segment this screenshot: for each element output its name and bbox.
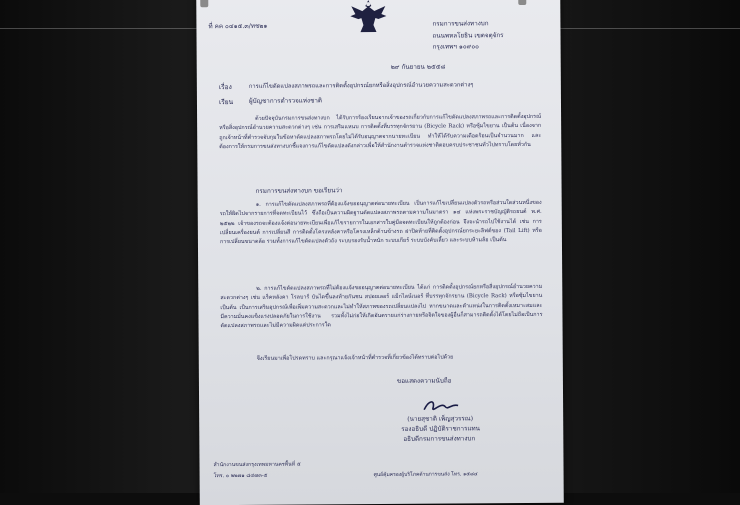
paragraph-clause-2: ๒. การแก้ไขดัดแปลงสภาพรถที่ไม่ต้องแจ้งขออนุญาตต่อนายทะเบียน ได้แก่ การติดตั้งอุปกรณ์ยกหรือสิ่งอุปกรณ์อำนวยความสะดวกต่างๆ เช่น แร็คหลังคา โรลบาร์ บันไดขึ้นลงท้ายกันชน สปอยเลอร์ แม็กไลน์เนอร์ ที่บรรทุกจักรยาน (Bicycle Rack) หรือซุ้มไขยาน เป็นต้น เป็นการเสริมอุปกรณ์เพื่อเพิ่มความสะดวกและไม่ทำให้สภาพของรถเปลี่ยนแปลงไป หากขนาดและตำแหน่งในการติดตั้งเหมาะสมและมีความมั่นคงแข็งแรงปลอดภัยในการใช้งาน รวมทั้งไม่ก่อให้เกิดอันตรายแก่ร่างกายหรือจิตใจของผู้อื่นก็สามารถติดตั้งได้โดยไม่ถือเป็นการดัดแปลงสภาพรถและไม่มีความผิดแต่ประการใด (220, 283, 543, 330)
binder-clip (518, 0, 526, 5)
signature-mark (421, 397, 461, 415)
signer-title-2: อธิบดีกรมการขนส่งทางบก (403, 435, 476, 443)
subject-text: การแก้ไขดัดแปลงสภาพรถและการติดตั้งอุปกรณ์ยกหรือสิ่งอุปกรณ์อำนวยความสะดวกต่างๆ (248, 82, 474, 90)
sender-city: กรุงเทพฯ ๑๐๙๐๐ (432, 43, 480, 51)
footer-office: สำนักงานขนส่งกรุงเทพมหานครพื้นที่ ๕ (213, 461, 301, 469)
paragraph-intro: ด้วยปัจจุบันกรมการขนส่งทางบก ได้รับการร้องเรียนจากเจ้าของรถเกี่ยวกับการแก้ไขดัดแปลงสภาพรถและการติดตั้งอุปกรณ์หรือสิ่งอุปกรณ์อำนวยความสะดวกต่างๆ เช่น การเสริมแหนบ การติดตั้งที่บรรทุกจักรยาน (Bicycle Rack) หรือซุ้มไขยาน เป็นต้น เนื่องจากถูกเจ้าหน้าที่ตำรวจจับกุมในข้อหาดัดแปลงสภาพรถโดยไม่ได้รับอนุญาตจากนายทะเบียน ทำให้ได้รับความเดือดร้อนเป็นจำนวนมาก และต้องการให้กรมการขนส่งทางบกชี้แจงการแก้ไขดัดแปลงดังกล่าวเพื่อให้สำนักงานตำรวจแห่งชาติตอบครบประชาชนทั่วไปทราบโดยทั่วกัน (219, 113, 542, 151)
signer-name: (นายสุชาติ เพ็ญสุวรรณ) (407, 415, 474, 423)
sender-org: กรมการขนส่งทางบก (432, 20, 489, 28)
closing-salutation: ขอแสดงความนับถือ (396, 377, 452, 385)
garuda-emblem-icon (348, 0, 388, 34)
closing-request: จึงเรียนมาเพื่อโปรดทราบ และกรุณาแจ้งเจ้าหน้าที่ตำรวจที่เกี่ยวข้องได้ทราบต่อไปด้วย (256, 354, 454, 362)
subject-label: เรื่อง (218, 83, 232, 92)
recipient-label: เรียน (218, 98, 234, 107)
signer-title-1: รองอธิบดี ปฏิบัติราชการแทน (401, 425, 480, 433)
paragraph-lead-in: กรมการขนส่งทางบก ขอเรียนว่า (255, 187, 343, 195)
binder-clip (200, 0, 208, 7)
document-number: ที่ คค ๐๔๑๕.๓/ทช๒๑ (208, 22, 268, 31)
letter-date: ๒๙ กันยายน ๒๕๕๘ (390, 63, 446, 71)
footer-right: ศูนย์คุ้มครองผู้บริโภคด้านการขนส่ง โทร. ๑๕๘๔ (373, 471, 478, 479)
sender-street: ถนนพหลโยธิน เขตจตุจักร (432, 32, 504, 40)
official-letter (196, 0, 564, 505)
paragraph-clause-1: ๑. การแก้ไขดัดแปลงสภาพรถที่ต้องแจ้งขออนุญาตต่อนายทะเบียน เป็นการแก้ไขเปลี่ยนแปลงตัวรถหรือส่วนใดส่วนหนึ่งของรถให้ผิดไปจากรายการที่จดทะเบียนไว้ ซึ่งถือเป็นความผิดฐานดัดแปลงสภาพรถตามความในมาตรา ๑๔ แห่งพระราชบัญญัติรถยนต์ พ.ศ. ๒๕๒๒ เจ้าของรถจะต้องแจ้งต่อนายทะเบียนเพื่อแก้ไขรายการในเอกสารใบคู่มือจดทะเบียนให้ถูกต้องก่อน จึงจะนำรถไปใช้งานได้ เช่น การเปลี่ยนเครื่องยนต์ การเปลี่ยนสี การติดตั้งโครงหลังคาหรือโครงเหล็กด้านข้างรถ ฝาปิดท้ายที่ติดตั้งอุปกรณ์ยกระยะลิฟต์ของ (Tail Lift) หรือการเปลี่ยนขนาดล้อ รวมทั้งการแก้ไขดัดแปลงตัวถัง ระบบรองรับน้ำหนัก ระบบเกียร์ ระบบบังคับเลี้ยว และระบบห้ามล้อ เป็นต้น (219, 199, 542, 246)
recipient-text: ผู้บัญชาการตำรวจแห่งชาติ (248, 97, 323, 105)
footer-phone: โทร. ๐ ๒๒๗๑ ๘๔๗๓-๕ (213, 472, 268, 480)
